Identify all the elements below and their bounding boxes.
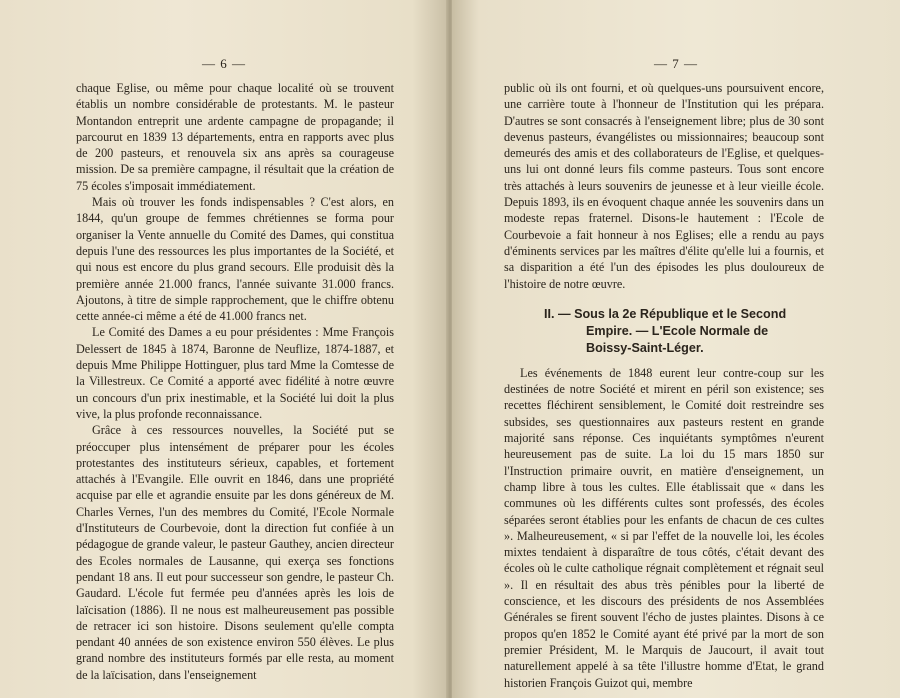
- paragraph: chaque Eglise, ou même pour chaque localité où se trouvent établis un nombre considérable de protestants. M. le pasteur Montandon entreprit une ardente campagne de propagande; il parcourut en 1839 13 départements, entra en rapports avec plus de 200 pasteurs, et renouvela six ans après sa courageuse mission. De sa première campagne, il résultait que la création de 75 écoles s'imposait immédiatement.: [76, 81, 394, 193]
- paragraph: Mais où trouver les fonds indispensables ? C'est alors, en 1844, qu'un groupe de femmes chrétiennes se forma pour organiser la Vente annuelle du Comité des Dames, qui constitua depuis l'une des ressources les plus importantes de la Société, et qui nous est encore du plus grand secours. Elle produisit dès la première année 21.000 francs, l'année suivante 31.000 francs. Ajoutons, à titre de simple rapprochement, que le chiffre obtenu cette année-ci même a été de 41.000 francs net.: [76, 195, 394, 324]
- right-page: [452, 0, 900, 698]
- heading-line: Empire. — L'Ecole Normale de: [586, 323, 769, 338]
- page-number: — 6 —: [202, 56, 246, 71]
- paragraph: Le Comité des Dames a eu pour présidentes : Mme François Delessert de 1845 à 1874, Baronne de Neuflize, 1874-1887, et depuis Mme Philippe Hottinguer, plus tard Mme la Comtesse de la Villestreux. Ce Comité a apporté avec fidélité à notre œuvre un concours d'un prix inestimable, et la Société lui doit la plus vive, la plus profonde reconnaissance.: [76, 325, 394, 421]
- right-text-column: [504, 80, 824, 691]
- section-heading: [544, 306, 824, 357]
- heading-line: Boissy-Saint-Léger.: [586, 340, 704, 355]
- left-page: [0, 0, 448, 698]
- paragraph: Les événements de 1848 eurent leur contre-coup sur les destinées de notre Société et mirent en péril son existence; ses recettes fléchirent sensiblement, le Comité doit restreindre ses subsides, ses questionnaires aux pasteurs restent en grande majorité sans réponse. Ces inquiétants symptômes n'eurent heureusement pas de suite. La loi du 15 mars 1850 sur l'Instruction primaire ouvrit, en matière d'enseignement, un champ libre à tous les cultes. Elle établissait que « dans les communes où les différents cultes sont professés, des écoles séparées seront établies pour les enfants de chacun de ces cultes ». Malheureusement, « si par l'effet de la nouvelle loi, les écoles mixtes tendaient à disparaître de tous côtés, c'était devant des écoles où le culte catholique régnait complètement et régnait seul ». Il en résultait des abus très pénibles pour la liberté de conscience, et les discours des présidents de nos Assemblées Générales se firent souvent l'écho de justes plaintes. Disons à ce propos qu'en 1852 le Comité ayant été privé par la mort de son premier Président, M. le Marquis de Jaucourt, il avait tout naturellement appelé à sa tête l'illustre homme d'Etat, le grand historien François Guizot qui, membre: [504, 365, 824, 690]
- page-number: — 7 —: [654, 56, 698, 71]
- heading-line: II. — Sous la 2e République et le Second: [544, 306, 787, 321]
- left-text-column: [76, 80, 394, 683]
- paragraph: Grâce à ces ressources nouvelles, la Société put se préoccuper plus intensément de préparer pour les écoles protestantes des instituteurs sérieux, capables, et fortement attachés à l'Evangile. Elle ouvrit en 1846, dans une propriété acquise par elle et agrandie ensuite par les dons généreux de M. Charles Vernes, l'un des membres du Comité, l'Ecole Normale d'Instituteurs de Courbevoie, dont la direction fut confiée à un pédagogue de grande valeur, le pasteur Gauthey, ancien directeur des Ecoles normales de Lausanne, qui exerça ses fonctions pendant 18 ans. Il eut pour successeur son gendre, le pasteur Ch. Gaudard. L'école fut fermée peu d'années après les lois de laïcisation (1886). Il ne nous est malheureusement pas possible de retracer ici son histoire. Disons seulement qu'elle compta pendant 40 années de son existence environ 550 élèves. Le plus grand nombre des instituteurs formés par elle resta, au moment de la laïcisation, dans l'enseignement: [76, 423, 394, 682]
- paragraph: public où ils ont fourni, et où quelques-uns poursuivent encore, une carrière toute à l'honneur de l'Institution qui les prépara. D'autres se sont consacrés à l'enseignement libre; plus de 30 sont devenus pasteurs, évangélistes ou missionnaires; beaucoup sont demeurés des amis et des collaborateurs de l'Eglise, et quelques-uns lui ont donné leurs fils comme pasteurs. Tous sont encore très attachés à leurs souvenirs de jeunesse et à leur vieille école. Depuis 1893, ils en évoquent chaque année les souvenirs dans un modeste repas fraternel. Disons-le hautement : l'Ecole de Courbevoie a fait honneur à nos Eglises; elle a rendu au pays d'éminents services par les maîtres d'élite qu'elle lui a fournis, et sa disparition a été l'un des épisodes les plus douloureux de l'histoire de notre œuvre.: [504, 81, 824, 291]
